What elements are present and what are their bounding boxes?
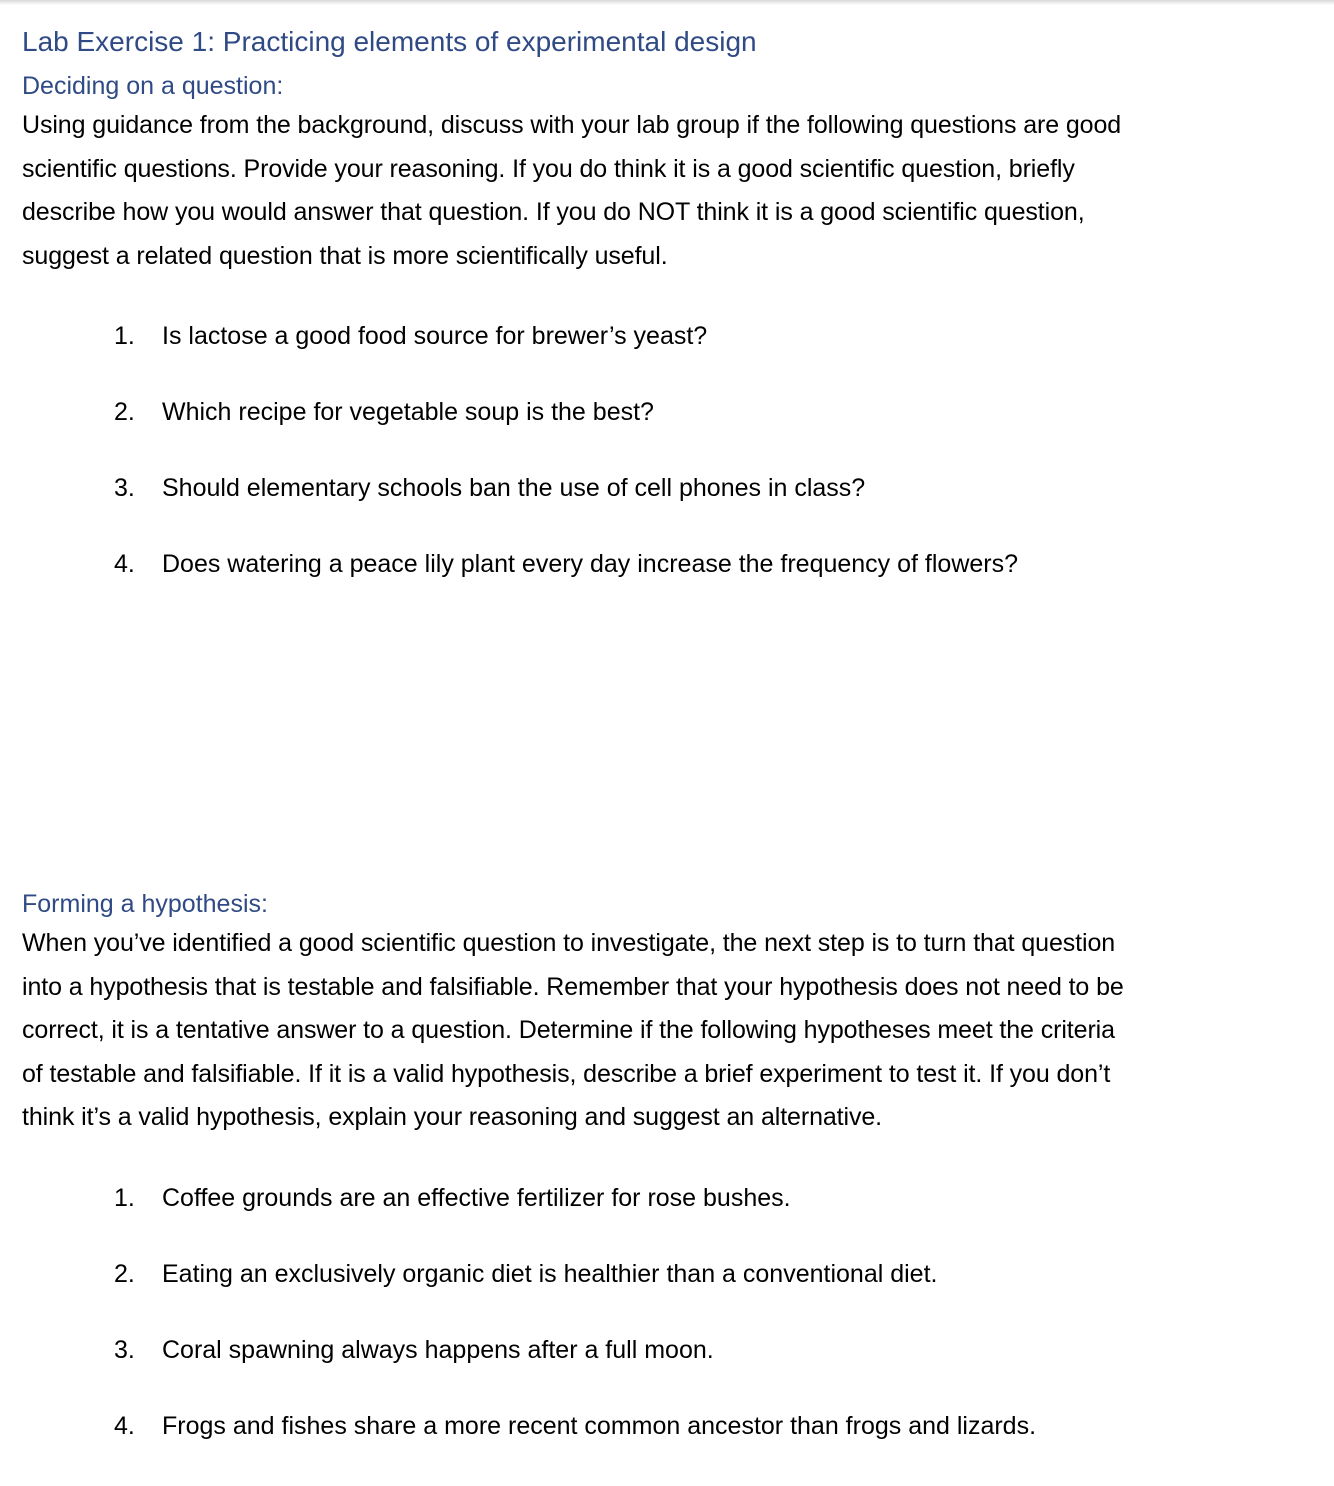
list-item-text: Coral spawning always happens after a full moon. (162, 1336, 714, 1364)
paragraph-line: describe how you would answer that question. If you do NOT think it is a good scientific question, (22, 198, 1085, 226)
page-title: Lab Exercise 1: Practicing elements of experimental design (22, 26, 757, 57)
list-item-number: 2. (114, 1260, 135, 1288)
section-heading-hypothesis: Forming a hypothesis: (22, 890, 268, 918)
list-item-text: Which recipe for vegetable soup is the best? (162, 398, 654, 426)
paragraph-line: When you’ve identified a good scientific question to investigate, the next step is to turn that question (22, 929, 1116, 957)
list-item-text: Coffee grounds are an effective fertilizer for rose bushes. (162, 1184, 791, 1212)
paragraph-line: suggest a related question that is more scientifically useful. (22, 241, 668, 270)
list-item-text: Frogs and fishes share a more recent common ancestor than frogs and lizards. (162, 1412, 1037, 1440)
list-item-number: 3. (114, 474, 135, 502)
paragraph-line: of testable and falsifiable. If it is a valid hypothesis, describe a brief experiment to test it. If you don’t (22, 1059, 1111, 1088)
list-item-text: Should elementary schools ban the use of cell phones in class? (162, 474, 866, 502)
list-item-text: Does watering a peace lily plant every day increase the frequency of flowers? (162, 550, 1019, 578)
section-heading-question: Deciding on a question: (22, 72, 284, 100)
paragraph-line: scientific questions. Provide your reasoning. If you do think it is a good scientific question, briefly (22, 154, 1075, 183)
section-hypothesis-paragraph (22, 922, 1124, 1140)
top-edge-shadow (0, 0, 1334, 5)
list-item-number: 1. (114, 322, 135, 350)
list-item-number: 2. (114, 398, 135, 426)
paragraph-line: correct, it is a tentative answer to a question. Determine if the following hypotheses meet the criteria (22, 1016, 1115, 1044)
list-item-number: 3. (114, 1336, 135, 1364)
list-item-text: Is lactose a good food source for brewer’s yeast? (162, 322, 708, 350)
list-item-number: 4. (114, 1412, 135, 1440)
list-item-text: Eating an exclusively organic diet is healthier than a conventional diet. (162, 1260, 938, 1288)
list-item-number: 1. (114, 1184, 135, 1212)
paragraph-line: into a hypothesis that is testable and falsifiable. Remember that your hypothesis does not need to be (22, 972, 1124, 1001)
list-item-number: 4. (114, 550, 135, 578)
paragraph-line: think it’s a valid hypothesis, explain your reasoning and suggest an alternative. (22, 1103, 883, 1131)
section-question-paragraph (22, 104, 1121, 278)
paragraph-line: Using guidance from the background, discuss with your lab group if the following questions are good (22, 111, 1122, 139)
